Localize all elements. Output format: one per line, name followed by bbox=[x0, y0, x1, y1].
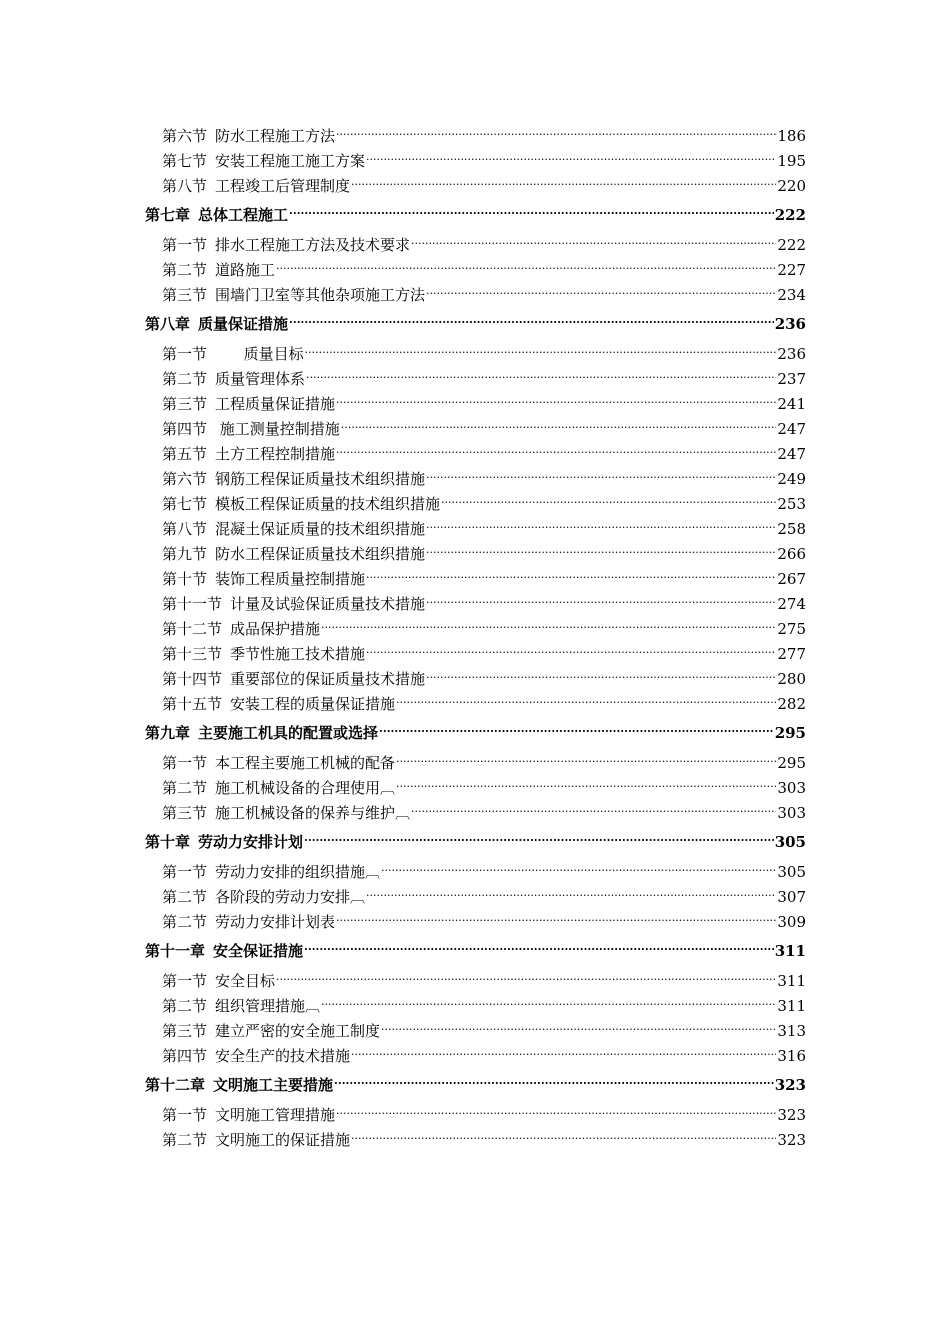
toc-entry-title: 计量及试验保证质量技术措施 bbox=[230, 595, 426, 613]
toc-entry-number: 第二节 bbox=[162, 888, 208, 906]
toc-entry-number: 第十二节 bbox=[162, 620, 223, 638]
toc-entry-title: 成品保护措施 bbox=[230, 620, 321, 638]
toc-section-entry[interactable] bbox=[145, 542, 806, 567]
toc-entry-number: 第一节 bbox=[162, 863, 208, 881]
toc-page-number: 266 bbox=[777, 545, 806, 563]
dot-leader bbox=[305, 344, 777, 359]
toc-entry-title: 施工测量控制措施 bbox=[215, 420, 340, 438]
dot-leader bbox=[336, 912, 776, 927]
table-of-contents bbox=[145, 124, 806, 1153]
toc-entry-number: 第七节 bbox=[162, 152, 208, 170]
dot-leader bbox=[379, 723, 774, 738]
toc-entry-title: 防水工程保证质量技术组织措施 bbox=[215, 545, 426, 563]
toc-section-entry[interactable] bbox=[145, 517, 806, 542]
dot-leader bbox=[321, 996, 776, 1011]
toc-entry-title: 质量管理体系 bbox=[215, 370, 306, 388]
toc-entry-title: 安全目标 bbox=[215, 972, 276, 990]
toc-entry-title: 组织管理措施︹ bbox=[215, 997, 321, 1015]
toc-page-number: 247 bbox=[777, 420, 806, 438]
toc-page-number: 277 bbox=[777, 645, 806, 663]
toc-page-number: 227 bbox=[777, 261, 806, 279]
toc-section-entry[interactable] bbox=[145, 1103, 806, 1128]
toc-entry-number: 第一节 bbox=[162, 754, 208, 772]
toc-entry-title: 建立严密的安全施工制度 bbox=[215, 1022, 381, 1040]
toc-entry-number: 第九章 bbox=[145, 724, 191, 742]
toc-page-number: 247 bbox=[777, 445, 806, 463]
toc-entry-number: 第十节 bbox=[162, 570, 208, 588]
toc-entry-number: 第十一节 bbox=[162, 595, 223, 613]
toc-entry-title: 混凝土保证质量的技术组织措施 bbox=[215, 520, 426, 538]
toc-entry-title: 安全生产的技术措施 bbox=[215, 1047, 351, 1065]
dot-leader bbox=[336, 444, 776, 459]
toc-entry-title: 文明施工主要措施 bbox=[213, 1076, 334, 1094]
toc-page-number: 222 bbox=[774, 206, 806, 224]
toc-entry-title: 道路施工 bbox=[215, 261, 276, 279]
toc-page-number: 313 bbox=[777, 1022, 806, 1040]
toc-entry-title: 装饰工程质量控制措施 bbox=[215, 570, 366, 588]
toc-chapter-entry[interactable] bbox=[145, 830, 806, 855]
toc-entry-number: 第八章 bbox=[145, 315, 191, 333]
toc-section-entry[interactable] bbox=[145, 1044, 806, 1069]
dot-leader bbox=[396, 694, 776, 709]
toc-section-entry[interactable] bbox=[145, 233, 806, 258]
toc-entry-title: 各阶段的劳动力安排︹ bbox=[215, 888, 366, 906]
toc-chapter-entry[interactable] bbox=[145, 721, 806, 746]
toc-entry-number: 第四节 bbox=[162, 420, 208, 438]
toc-entry-number: 第一节 bbox=[162, 236, 208, 254]
dot-leader bbox=[304, 832, 774, 847]
dot-leader bbox=[334, 1075, 774, 1090]
toc-page-number: 275 bbox=[777, 620, 806, 638]
toc-entry-number: 第七章 bbox=[145, 206, 191, 224]
dot-leader bbox=[396, 778, 776, 793]
toc-page-number: 249 bbox=[777, 470, 806, 488]
dot-leader bbox=[366, 569, 776, 584]
dot-leader bbox=[426, 469, 776, 484]
toc-section-entry[interactable] bbox=[145, 124, 806, 149]
dot-leader bbox=[411, 235, 776, 250]
toc-section-entry[interactable] bbox=[145, 442, 806, 467]
toc-section-entry[interactable] bbox=[145, 149, 806, 174]
toc-page-number: 305 bbox=[777, 863, 806, 881]
toc-entry-title: 劳动力安排计划 bbox=[198, 833, 304, 851]
toc-page-number: 280 bbox=[777, 670, 806, 688]
dot-leader bbox=[366, 887, 776, 902]
toc-chapter-entry[interactable] bbox=[145, 312, 806, 337]
toc-section-entry[interactable] bbox=[145, 801, 806, 826]
toc-entry-title: 安装工程施工施工方案 bbox=[215, 152, 366, 170]
dot-leader bbox=[441, 494, 776, 509]
toc-chapter-entry[interactable] bbox=[145, 203, 806, 228]
toc-page-number: 305 bbox=[774, 833, 806, 851]
toc-entry-number: 第八节 bbox=[162, 520, 208, 538]
toc-section-entry[interactable] bbox=[145, 492, 806, 517]
dot-leader bbox=[336, 1105, 776, 1120]
toc-entry-title: 模板工程保证质量的技术组织措施 bbox=[215, 495, 441, 513]
toc-entry-number: 第三节 bbox=[162, 804, 208, 822]
toc-section-entry[interactable] bbox=[145, 776, 806, 801]
toc-entry-title: 土方工程控制措施 bbox=[215, 445, 336, 463]
dot-leader bbox=[306, 369, 776, 384]
toc-entry-title: 劳动力安排的组织措施︹ bbox=[215, 863, 381, 881]
toc-page-number: 295 bbox=[774, 724, 806, 742]
dot-leader bbox=[381, 1021, 776, 1036]
toc-entry-title: 质量目标 bbox=[215, 345, 304, 363]
toc-entry-number: 第一节 bbox=[162, 345, 208, 363]
dot-leader bbox=[366, 151, 776, 166]
toc-entry-number: 第二节 bbox=[162, 997, 208, 1015]
toc-page-number: 236 bbox=[774, 315, 806, 333]
toc-page-number: 236 bbox=[777, 345, 806, 363]
dot-leader bbox=[336, 126, 776, 141]
toc-section-entry[interactable] bbox=[145, 885, 806, 910]
toc-section-entry[interactable] bbox=[145, 667, 806, 692]
toc-section-entry[interactable] bbox=[145, 592, 806, 617]
toc-page-number: 311 bbox=[774, 942, 806, 960]
toc-entry-title: 安装工程的质量保证措施 bbox=[230, 695, 396, 713]
toc-page-number: 303 bbox=[777, 804, 806, 822]
toc-entry-number: 第七节 bbox=[162, 495, 208, 513]
toc-entry-number: 第十四节 bbox=[162, 670, 223, 688]
toc-section-entry[interactable] bbox=[145, 617, 806, 642]
dot-leader bbox=[426, 669, 776, 684]
toc-entry-number: 第二节 bbox=[162, 913, 208, 931]
toc-chapter-entry[interactable] bbox=[145, 1073, 806, 1098]
toc-entry-title: 钢筋工程保证质量技术组织措施 bbox=[215, 470, 426, 488]
toc-entry-title: 主要施工机具的配置或选择 bbox=[198, 724, 379, 742]
toc-section-entry[interactable] bbox=[145, 367, 806, 392]
toc-page-number: 309 bbox=[777, 913, 806, 931]
toc-page-number: 258 bbox=[777, 520, 806, 538]
dot-leader bbox=[426, 544, 776, 559]
toc-entry-title: 总体工程施工 bbox=[198, 206, 289, 224]
toc-page-number: 267 bbox=[777, 570, 806, 588]
dot-leader bbox=[426, 594, 776, 609]
dot-leader bbox=[336, 394, 776, 409]
toc-page-number: 282 bbox=[777, 695, 806, 713]
dot-leader bbox=[426, 285, 776, 300]
dot-leader bbox=[381, 862, 776, 877]
toc-section-entry[interactable] bbox=[145, 1019, 806, 1044]
toc-entry-number: 第六节 bbox=[162, 127, 208, 145]
toc-section-entry[interactable] bbox=[145, 283, 806, 308]
toc-entry-number: 第二节 bbox=[162, 370, 208, 388]
toc-entry-title: 施工机械设备的保养与维护︹ bbox=[215, 804, 411, 822]
toc-entry-number: 第十二章 bbox=[145, 1076, 206, 1094]
toc-page-number: 323 bbox=[774, 1076, 806, 1094]
toc-page-number: 274 bbox=[777, 595, 806, 613]
toc-entry-title: 工程竣工后管理制度 bbox=[215, 177, 351, 195]
dot-leader bbox=[411, 803, 776, 818]
dot-leader bbox=[289, 205, 774, 220]
toc-entry-number: 第九节 bbox=[162, 545, 208, 563]
toc-page-number: 253 bbox=[777, 495, 806, 513]
toc-page-number: 323 bbox=[777, 1131, 806, 1149]
toc-entry-number: 第三节 bbox=[162, 1022, 208, 1040]
toc-page-number: 303 bbox=[777, 779, 806, 797]
toc-section-entry[interactable] bbox=[145, 417, 806, 442]
toc-page-number: 311 bbox=[777, 997, 806, 1015]
toc-page-number: 316 bbox=[777, 1047, 806, 1065]
dot-leader bbox=[321, 619, 776, 634]
toc-entry-number: 第三节 bbox=[162, 395, 208, 413]
toc-page-number: 241 bbox=[777, 395, 806, 413]
toc-entry-number: 第一节 bbox=[162, 1106, 208, 1124]
toc-entry-number: 第六节 bbox=[162, 470, 208, 488]
dot-leader bbox=[276, 260, 776, 275]
toc-entry-number: 第二节 bbox=[162, 261, 208, 279]
toc-chapter-entry[interactable] bbox=[145, 939, 806, 964]
toc-page-number: 186 bbox=[777, 127, 806, 145]
toc-entry-title: 季节性施工技术措施 bbox=[230, 645, 366, 663]
dot-leader bbox=[351, 176, 776, 191]
toc-section-entry[interactable] bbox=[145, 910, 806, 935]
toc-section-entry[interactable] bbox=[145, 751, 806, 776]
toc-entry-title: 围墙门卫室等其他杂项施工方法 bbox=[215, 286, 426, 304]
toc-entry-number: 第十三节 bbox=[162, 645, 223, 663]
toc-entry-title: 工程质量保证措施 bbox=[215, 395, 336, 413]
toc-section-entry[interactable] bbox=[145, 994, 806, 1019]
toc-section-entry[interactable] bbox=[145, 174, 806, 199]
dot-leader bbox=[351, 1046, 776, 1061]
toc-entry-title: 文明施工的保证措施 bbox=[215, 1131, 351, 1149]
toc-section-entry[interactable] bbox=[145, 342, 806, 367]
toc-page-number: 307 bbox=[777, 888, 806, 906]
toc-page-number: 195 bbox=[777, 152, 806, 170]
toc-entry-number: 第四节 bbox=[162, 1047, 208, 1065]
toc-page-number: 234 bbox=[777, 286, 806, 304]
toc-entry-title: 劳动力安排计划表 bbox=[215, 913, 336, 931]
toc-section-entry[interactable] bbox=[145, 1128, 806, 1153]
toc-entry-number: 第十章 bbox=[145, 833, 191, 851]
toc-page-number: 222 bbox=[777, 236, 806, 254]
toc-page-number: 295 bbox=[777, 754, 806, 772]
toc-entry-number: 第三节 bbox=[162, 286, 208, 304]
toc-entry-title: 文明施工管理措施 bbox=[215, 1106, 336, 1124]
toc-entry-number: 第八节 bbox=[162, 177, 208, 195]
toc-entry-number: 第十五节 bbox=[162, 695, 223, 713]
toc-section-entry[interactable] bbox=[145, 392, 806, 417]
toc-entry-title: 重要部位的保证质量技术措施 bbox=[230, 670, 426, 688]
toc-entry-title: 质量保证措施 bbox=[198, 315, 289, 333]
dot-leader bbox=[289, 314, 774, 329]
toc-entry-title: 安全保证措施 bbox=[213, 942, 304, 960]
toc-entry-number: 第五节 bbox=[162, 445, 208, 463]
toc-section-entry[interactable] bbox=[145, 258, 806, 283]
toc-entry-title: 本工程主要施工机械的配备 bbox=[215, 754, 396, 772]
toc-section-entry[interactable] bbox=[145, 467, 806, 492]
dot-leader bbox=[341, 419, 777, 434]
toc-page-number: 237 bbox=[777, 370, 806, 388]
dot-leader bbox=[366, 644, 776, 659]
toc-section-entry[interactable] bbox=[145, 692, 806, 717]
toc-page-number: 220 bbox=[777, 177, 806, 195]
dot-leader bbox=[351, 1130, 776, 1145]
toc-page-number: 311 bbox=[777, 972, 806, 990]
toc-page-number: 323 bbox=[777, 1106, 806, 1124]
toc-section-entry[interactable] bbox=[145, 642, 806, 667]
dot-leader bbox=[276, 971, 776, 986]
toc-entry-number: 第一节 bbox=[162, 972, 208, 990]
toc-entry-title: 施工机械设备的合理使用︹ bbox=[215, 779, 396, 797]
toc-entry-title: 排水工程施工方法及技术要求 bbox=[215, 236, 411, 254]
dot-leader bbox=[304, 941, 774, 956]
toc-section-entry[interactable] bbox=[145, 969, 806, 994]
dot-leader bbox=[396, 753, 776, 768]
toc-entry-number: 第二节 bbox=[162, 779, 208, 797]
toc-entry-number: 第十一章 bbox=[145, 942, 206, 960]
toc-entry-number: 第二节 bbox=[162, 1131, 208, 1149]
toc-section-entry[interactable] bbox=[145, 860, 806, 885]
toc-entry-title: 防水工程施工方法 bbox=[215, 127, 336, 145]
dot-leader bbox=[426, 519, 776, 534]
toc-section-entry[interactable] bbox=[145, 567, 806, 592]
